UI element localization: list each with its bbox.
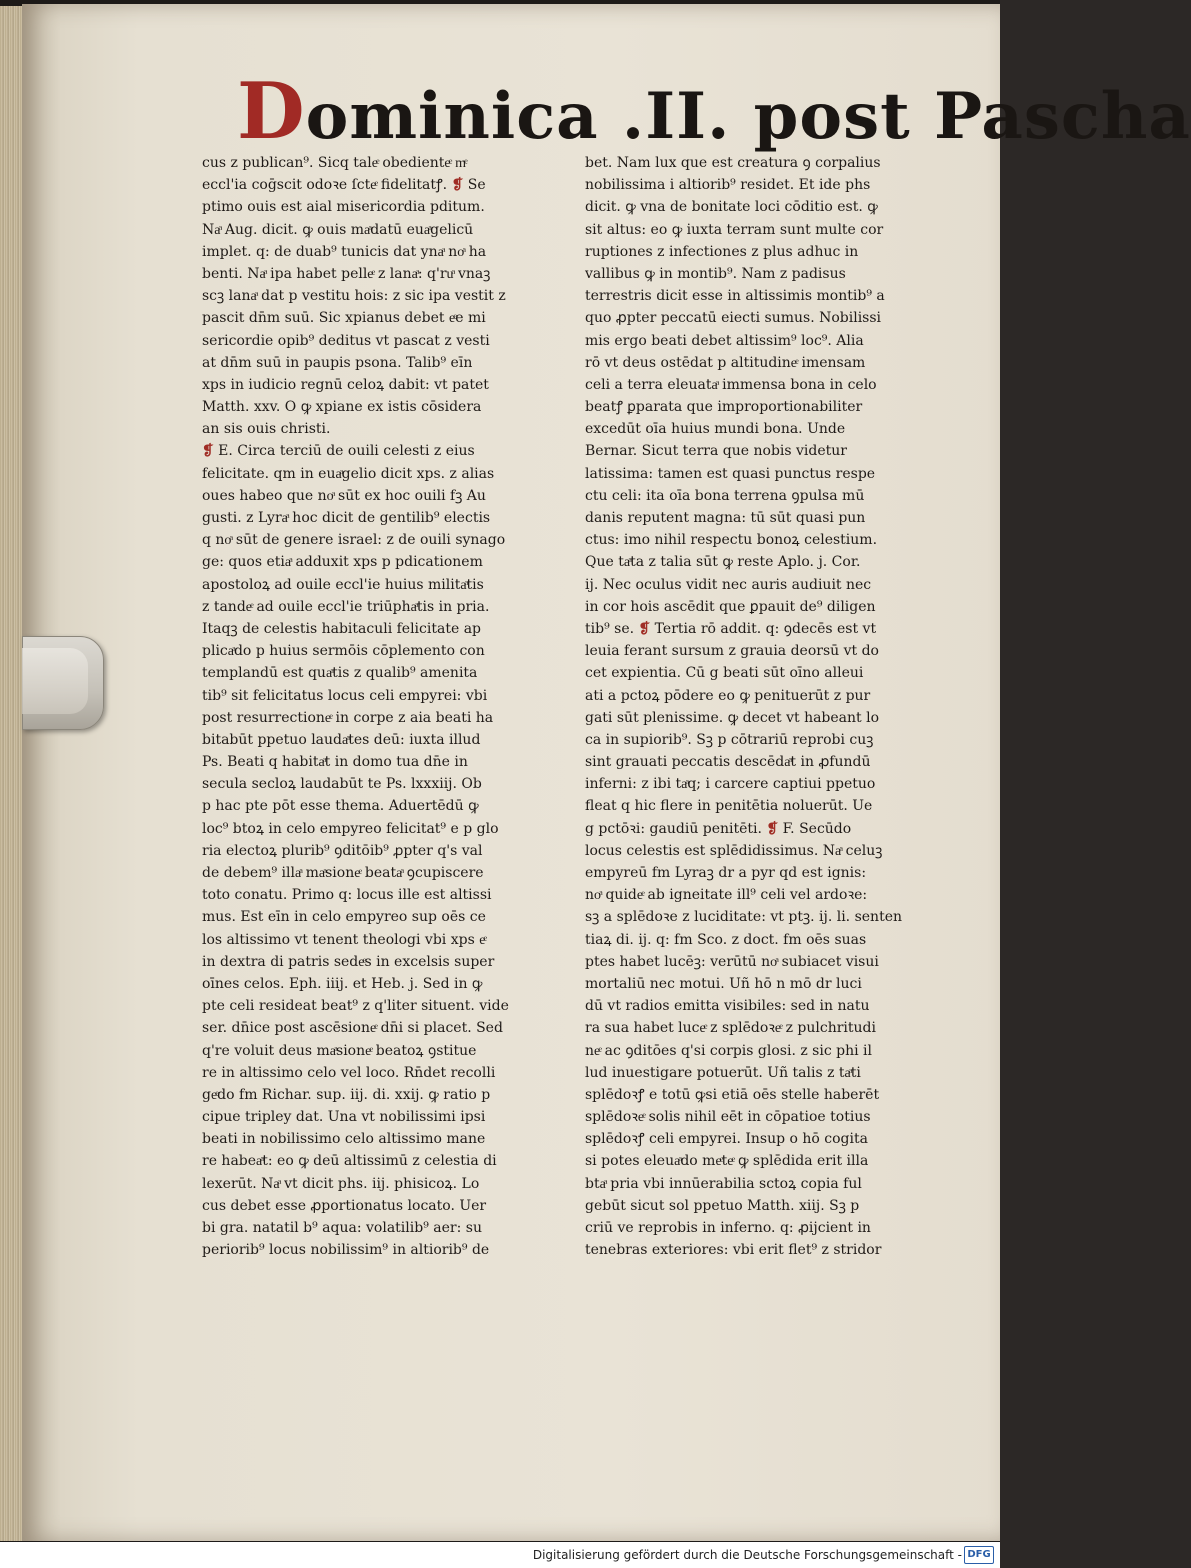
text-line: empyreū fm Lyraꝫ dr a pyr qd est ignis: <box>585 865 867 881</box>
text-line: lud inuestigare potuerūt. Uñ talis z taͣti <box>585 1064 861 1081</box>
text-line: beatꝭ ꝑparata que improportionabiliter <box>585 399 863 416</box>
text-line: sint grauati peccatis descēdaͣt in ꝓfundū <box>585 754 871 771</box>
text-line: Que taͣta z talia sūt ꝙ reste Aplo. j. Cor. <box>585 554 861 571</box>
text-line: dū vt radios emitta visibiles: sed in natu <box>585 998 870 1015</box>
text-line: toto conatu. Primo q: locus ille est altissi <box>202 887 492 904</box>
page-heading <box>237 62 1191 162</box>
footer-credit: Digitalisierung gefördert durch die Deutsche Forschungsgemeinschaft - <box>532 1548 962 1562</box>
rubric-mark: ❡ <box>202 443 214 460</box>
text-line: rō vt deus ostēdat p altitudineͤ imensam <box>585 354 866 371</box>
text-line: ctu celi: ita oīa bona terrena ꝯpulsa mū <box>585 487 865 504</box>
text-line: celi a terra eleuataͣ immensa bona in celo <box>585 376 877 393</box>
text-line: p hac pte pōt esse thema. Aduertēdū ꝙ <box>202 798 479 815</box>
text-line: danis reputent magna: tū sūt quasi pun <box>585 510 866 526</box>
text-line: nobilissima i altiorib⁹ residet. Et ide phs <box>585 177 871 194</box>
text-line: re habeaͣt: eo ꝙ deū altissimū z celestia di <box>202 1153 497 1170</box>
text-line: tib⁹ se. ❡ Tertia rō addit. q: ꝯdecēs est vt <box>585 620 877 637</box>
text-line: oues habeo que noͣ sūt ex hoc ouili fꝫ Au <box>202 487 486 504</box>
text-line: ra sua habet luceͤ z splēdoꝛeͤ z pulchritudi <box>585 1020 876 1037</box>
text-line: eccl'ia coḡscit odoꝛe ſcteͤ fidelitatꝭ. ❡ Se <box>202 177 486 194</box>
rubric-mark: ❡ <box>638 620 651 637</box>
dfg-logo-icon: DFG <box>964 1546 994 1564</box>
text-line: neͤ ac ꝯditōes q'si corpis glosi. z sic phi il <box>585 1042 872 1059</box>
text-line: cus z publican⁹. Sicq taleͤ obedienteͤ mͤ <box>202 155 466 171</box>
text-line: mis ergo beati debet altissim⁹ loc⁹. Alia <box>585 332 864 349</box>
text-line: q're voluit deus maͣsioneͤ beatoꝝ ꝯstitue <box>202 1042 477 1059</box>
heading-initial: D <box>237 66 306 157</box>
text-line: cet expientia. Cū g beati sūt oīno alleui <box>585 665 864 682</box>
text-line: splēdoꝛeͤ solis nihil eēt in cōpatioe totius <box>585 1109 871 1126</box>
text-line: ge: quos etiaͣ adduxit xps p pdicationem <box>202 554 483 571</box>
text-line: mus. Est eīn in celo empyreo sup oēs ce <box>202 909 486 926</box>
text-line: tiaꝝ di. ij. q: fm Sco. z doct. fm oēs suas <box>585 931 867 948</box>
text-line: q noͣ sūt de genere israel: z de ouili synago <box>202 532 506 549</box>
text-line: secula secloꝝ laudabūt te Ps. lxxxiij. Ob <box>202 776 482 793</box>
rubric-mark: ❡ <box>766 820 779 837</box>
text-line: at dn̄m suū in paupis psona. Talib⁹ eīn <box>202 354 473 371</box>
text-line: gati sūt plenissime. ꝙ decet vt habeant lo <box>585 709 880 726</box>
text-line: ptes habet lucēꝫ: verūtū noͣ subiacet visui <box>585 953 879 970</box>
text-line: periorib⁹ locus nobilissim⁹ in altiorib⁹ de <box>202 1242 490 1259</box>
text-line: noͣ quideͤ ab igneitate ill⁹ celi vel ardoꝛe: <box>585 887 868 904</box>
text-line: excedūt oīa huius mundi bona. Unde <box>585 421 846 438</box>
text-line: los altissimo vt tenent theologi vbi xps eͤ <box>202 931 486 948</box>
text-line: bet. Nam lux que est creatura ꝯ corpalius <box>585 155 881 171</box>
text-line: re in altissimo celo vel loco. Rn̄det recolli <box>202 1064 496 1081</box>
text-line: sericordie opib⁹ deditus vt pascat z vesti <box>202 332 490 349</box>
text-line: Bernar. Sicut terra que nobis videtur <box>585 443 847 460</box>
text-line: ctus: imo nihil respectu bonoꝝ celestium. <box>585 532 878 549</box>
text-line: ca in supiorib⁹. Sꝫ p cōtrariū reprobi cuꝫ <box>585 731 874 748</box>
text-line: tib⁹ sit felicitatus locus celi empyrei: vbi <box>202 687 488 704</box>
text-line: implet. q: de duab⁹ tunicis dat ynaͣ noͣ ha <box>202 243 487 260</box>
text-line: templandū est quaͣtis z qualib⁹ amenita <box>202 665 478 682</box>
text-line: an sis ouis christi. <box>202 421 331 438</box>
text-line: si potes eleuaͣdo meͤteͤ ꝙ splēdida erit illa <box>585 1153 869 1170</box>
text-line: gusti. z Lyraͣ hoc dicit de gentilib⁹ electis <box>202 510 491 526</box>
text-line: pte celi resideat beat⁹ z q'liter situent. vide <box>202 998 509 1015</box>
heading-text: ominica .II. post Pascha <box>305 79 1191 154</box>
text-line: inferni: z ibi taͣq; i carcere captiui ppetuo <box>585 776 876 793</box>
book-page <box>22 4 1191 1541</box>
text-line: felicitate. qm in euaͣgelio dicit xps. z alias <box>202 465 495 482</box>
text-line: latissima: tamen est quasi punctus respe <box>585 465 876 482</box>
text-line: Matth. xxv. O ꝙ xpiane ex istis cōsidera <box>202 399 482 416</box>
text-line: beati in nobilissimo celo altissimo mane <box>202 1131 486 1148</box>
text-line: pascit dn̄m suū. Sic xpianus debet eͤe mi <box>202 310 486 327</box>
text-line: dicit. ꝙ vna de bonitate loci cōditio est. ꝙ <box>585 199 878 216</box>
text-line: sꝫ a splēdoꝛe z luciditate: vt ptꝫ. ij. li. senten <box>585 909 903 926</box>
text-line: geͤdo fm Richar. sup. iij. di. xxij. ꝙ ratio p <box>202 1086 491 1103</box>
left-text-column <box>202 152 587 1261</box>
rubric-mark: ❡ <box>451 177 464 194</box>
text-line: apostoloꝝ ad ouile eccl'ie huius militaͣtis <box>202 576 484 593</box>
text-line: bi gra. natatil b⁹ aqua: volatilib⁹ aer: su <box>202 1220 482 1236</box>
text-line: tenebras exteriores: vbi erit flet⁹ z stridor <box>585 1242 882 1259</box>
text-line: splēdoꝛꝭ celi empyrei. Insup o hō cogita <box>585 1131 868 1148</box>
text-line: Ps. Beati q habitaͣt in domo tua dn̄e in <box>202 754 468 771</box>
text-line: bitabūt ppetuo laudaͣtes deū: iuxta illud <box>202 731 481 748</box>
text-line: lexerūt. Naͣ vt dicit phs. iij. phisicoꝝ. Lo <box>202 1175 480 1192</box>
text-line: ati a pctoꝝ pōdere eo ꝙ penituerūt z pur <box>585 687 871 704</box>
text-line: g pctōꝛi: gaudiū penitēti. ❡ F. Secūdo <box>585 820 852 837</box>
text-line: xps in iudicio regnū celoꝝ dabit: vt patet <box>202 376 489 393</box>
text-line: ria electoꝝ plurib⁹ ꝯditōib⁹ ꝓpter q's val <box>202 842 483 859</box>
text-line: Naͣ Aug. dicit. ꝙ ouis maͣdatū euaͣgelicū <box>202 221 474 238</box>
text-line: scꝫ lanaͣ dat p vestitu hois: z sic ipa vestit z <box>202 288 506 305</box>
text-line: criū ve reprobis in inferno. q: ꝓijcient in <box>585 1220 871 1236</box>
text-line: Itaqꝫ de celestis habitaculi felicitate ap <box>202 620 481 637</box>
text-line: ser. dn̄ice post ascēsioneͤ dn̄i si placet. Sed <box>202 1020 503 1037</box>
text-line: locus celestis est splēdidissimus. Naͣ celuꝫ <box>585 842 883 859</box>
text-line: in cor hois ascēdit que ꝑpauit de⁹ diligen <box>585 598 876 615</box>
text-line: de debem⁹ illaͣ maͣsioneͤ beataͣ ꝯcupiscere <box>202 865 484 881</box>
book-clip-highlight <box>22 648 88 714</box>
text-line: in dextra di patris sedeͤs in excelsis super <box>202 953 495 970</box>
text-line: z tandeͤ ad ouile eccl'ie triūphaͣtis in pria. <box>202 598 490 615</box>
text-line: cus debet esse ꝓportionatus locato. Uer <box>202 1197 487 1214</box>
text-line: loc⁹ btoꝝ in celo empyreo felicitat⁹ e p glo <box>202 820 499 837</box>
text-line: fleat q hic flere in penitētia noluerūt. Ue <box>585 798 873 815</box>
text-line: vallibus ꝙ in montib⁹. Nam z padisus <box>585 265 846 282</box>
text-line: ❡ E. Circa terciū de ouili celesti z eius <box>202 443 475 460</box>
text-line: gebūt sicut sol ppetuo Matth. xiij. Sꝫ p <box>585 1197 860 1214</box>
text-line: ij. Nec oculus vidit nec auris audiuit nec <box>585 576 872 593</box>
text-line: leuia ferant sursum z grauia deorsū vt do <box>585 643 879 660</box>
text-line: terrestris dicit esse in altissimis montib⁹ a <box>585 288 885 305</box>
text-line: sit altus: eo ꝙ iuxta terram sunt multe cor <box>585 221 884 238</box>
text-line: splēdoꝛꝭ e totū ꝙsi etiā oēs stelle haberēt <box>585 1086 880 1103</box>
text-line: plicaͣdo p huius sermōis cōplemento con <box>202 643 485 660</box>
text-line: post resurrectioneͤ in corpe z aia beati ha <box>202 709 494 726</box>
text-line: ptimo ouis est aial misericordia pditum. <box>202 199 485 216</box>
text-line: btaͣ pria vbi innūerabilia sctoꝝ copia ful <box>585 1175 862 1192</box>
right-text-column <box>585 152 957 1261</box>
text-line: ruptiones z infectiones z plus adhuc in <box>585 243 859 260</box>
text-line: cipue tripley dat. Una vt nobilissimi ipsi <box>202 1109 486 1126</box>
text-line: oīnes celos. Eph. iiij. et Heb. j. Sed in ꝙ <box>202 975 483 992</box>
text-line: benti. Naͣ ipa habet pelleͤ z lanaͣ: q'ruͣ vnaꝫ <box>202 265 491 282</box>
text-line: quo ꝓpter peccatū eiecti sumus. Nobilissi <box>585 310 882 327</box>
text-line: mortaliū nec motui. Uñ hō n mō dr luci <box>585 975 862 992</box>
